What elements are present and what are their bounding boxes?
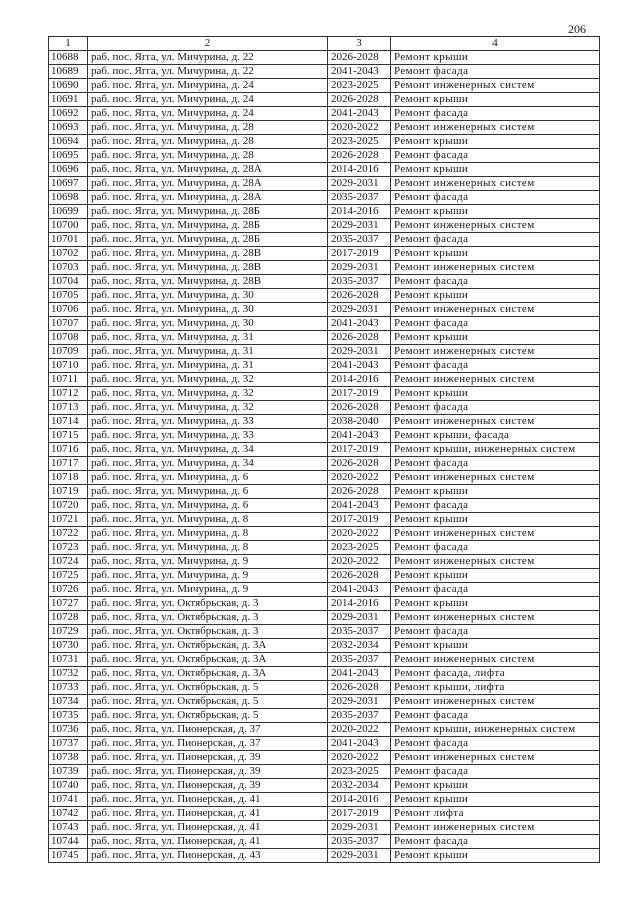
cell-address: раб. пос. Ягга, ул. Пионерская, д. 37 <box>88 723 328 737</box>
table-row <box>49 779 600 793</box>
table-row <box>49 135 600 149</box>
cell-period: 2026-2028 <box>328 331 391 345</box>
cell-row-number: 10721 <box>49 513 88 527</box>
cell-row-number: 10724 <box>49 555 88 569</box>
cell-period: 2020-2022 <box>328 751 391 765</box>
cell-row-number: 10719 <box>49 485 88 499</box>
cell-work-type: Ремонт крыши, лифта <box>391 681 600 695</box>
table-body <box>49 51 600 863</box>
table-row <box>49 415 600 429</box>
cell-address: раб. пос. Ягга, ул. Мичурина, д. 33 <box>88 415 328 429</box>
cell-period: 2023-2025 <box>328 79 391 93</box>
cell-row-number: 10727 <box>49 597 88 611</box>
cell-row-number: 10709 <box>49 345 88 359</box>
cell-period: 2041-2043 <box>328 429 391 443</box>
cell-row-number: 10705 <box>49 289 88 303</box>
cell-work-type: Ремонт фасада <box>391 499 600 513</box>
cell-address: раб. пос. Ягга, ул. Мичурина, д. 24 <box>88 79 328 93</box>
cell-row-number: 10704 <box>49 275 88 289</box>
cell-address: раб. пос. Ягга, ул. Мичурина, д. 30 <box>88 317 328 331</box>
cell-period: 2029-2031 <box>328 219 391 233</box>
table-row <box>49 499 600 513</box>
cell-work-type: Ремонт инженерных систем <box>391 345 600 359</box>
cell-period: 2023-2025 <box>328 765 391 779</box>
table-row <box>49 51 600 65</box>
cell-row-number: 10708 <box>49 331 88 345</box>
cell-work-type: Ремонт крыши <box>391 779 600 793</box>
table-row <box>49 121 600 135</box>
cell-row-number: 10700 <box>49 219 88 233</box>
cell-work-type: Ремонт фасада <box>391 541 600 555</box>
cell-address: раб. пос. Ягга, ул. Пионерская, д. 41 <box>88 835 328 849</box>
cell-row-number: 10690 <box>49 79 88 93</box>
cell-address: раб. пос. Ягга, ул. Мичурина, д. 28Б <box>88 205 328 219</box>
cell-work-type: Ремонт крыши <box>391 163 600 177</box>
cell-address: раб. пос. Ягга, ул. Мичурина, д. 28А <box>88 177 328 191</box>
table-row <box>49 653 600 667</box>
cell-address: раб. пос. Ягга, ул. Пионерская, д. 39 <box>88 751 328 765</box>
cell-period: 2035-2037 <box>328 233 391 247</box>
cell-period: 2014-2016 <box>328 793 391 807</box>
cell-row-number: 10737 <box>49 737 88 751</box>
cell-address: раб. пос. Ягга, ул. Пионерская, д. 41 <box>88 793 328 807</box>
cell-work-type: Ремонт инженерных систем <box>391 177 600 191</box>
cell-address: раб. пос. Ягга, ул. Мичурина, д. 31 <box>88 331 328 345</box>
table-row <box>49 429 600 443</box>
cell-period: 2017-2019 <box>328 247 391 261</box>
table-row <box>49 527 600 541</box>
cell-work-type: Ремонт инженерных систем <box>391 79 600 93</box>
cell-row-number: 10710 <box>49 359 88 373</box>
cell-work-type: Ремонт инженерных систем <box>391 555 600 569</box>
cell-address: раб. пос. Ягга, ул. Октябрьская, д. 3 <box>88 625 328 639</box>
cell-address: раб. пос. Ягга, ул. Октябрьская, д. 3 <box>88 597 328 611</box>
cell-address: раб. пос. Ягга, ул. Октябрьская, д. 3А <box>88 639 328 653</box>
cell-address: раб. пос. Ягга, ул. Октябрьская, д. 5 <box>88 709 328 723</box>
cell-work-type: Ремонт инженерных систем <box>391 695 600 709</box>
cell-period: 2029-2031 <box>328 303 391 317</box>
cell-work-type: Ремонт инженерных систем <box>391 471 600 485</box>
table-row <box>49 219 600 233</box>
cell-work-type: Ремонт фасада <box>391 457 600 471</box>
cell-row-number: 10696 <box>49 163 88 177</box>
cell-period: 2035-2037 <box>328 191 391 205</box>
cell-work-type: Ремонт крыши <box>391 205 600 219</box>
cell-address: раб. пос. Ягга, ул. Пионерская, д. 43 <box>88 849 328 863</box>
table-row <box>49 765 600 779</box>
cell-row-number: 10740 <box>49 779 88 793</box>
cell-address: раб. пос. Ягга, ул. Октябрьская, д. 3А <box>88 667 328 681</box>
cell-row-number: 10692 <box>49 107 88 121</box>
cell-row-number: 10715 <box>49 429 88 443</box>
cell-address: раб. пос. Ягга, ул. Мичурина, д. 9 <box>88 583 328 597</box>
cell-work-type: Ремонт фасада <box>391 149 600 163</box>
column-header-address: 2 <box>88 37 328 51</box>
cell-address: раб. пос. Ягга, ул. Мичурина, д. 32 <box>88 387 328 401</box>
cell-period: 2023-2025 <box>328 135 391 149</box>
cell-row-number: 10726 <box>49 583 88 597</box>
cell-row-number: 10711 <box>49 373 88 387</box>
cell-row-number: 10720 <box>49 499 88 513</box>
cell-period: 2041-2043 <box>328 317 391 331</box>
table-row <box>49 723 600 737</box>
table-row <box>49 247 600 261</box>
cell-address: раб. пос. Ягга, ул. Мичурина, д. 28 <box>88 135 328 149</box>
cell-work-type: Ремонт крыши <box>391 93 600 107</box>
cell-address: раб. пос. Ягга, ул. Октябрьская, д. 5 <box>88 681 328 695</box>
cell-period: 2026-2028 <box>328 149 391 163</box>
table-row <box>49 583 600 597</box>
table-row <box>49 177 600 191</box>
cell-period: 2041-2043 <box>328 583 391 597</box>
cell-work-type: Ремонт крыши <box>391 639 600 653</box>
table-row <box>49 513 600 527</box>
cell-row-number: 10702 <box>49 247 88 261</box>
cell-period: 2041-2043 <box>328 107 391 121</box>
cell-work-type: Ремонт фасада <box>391 583 600 597</box>
cell-work-type: Ремонт крыши <box>391 793 600 807</box>
cell-work-type: Ремонт фасада <box>391 65 600 79</box>
table-row <box>49 555 600 569</box>
table-row <box>49 387 600 401</box>
cell-row-number: 10734 <box>49 695 88 709</box>
cell-period: 2029-2031 <box>328 345 391 359</box>
cell-work-type: Ремонт инженерных систем <box>391 527 600 541</box>
cell-address: раб. пос. Ягга, ул. Мичурина, д. 6 <box>88 471 328 485</box>
cell-row-number: 10744 <box>49 835 88 849</box>
cell-period: 2029-2031 <box>328 821 391 835</box>
cell-row-number: 10733 <box>49 681 88 695</box>
cell-period: 2035-2037 <box>328 835 391 849</box>
cell-row-number: 10707 <box>49 317 88 331</box>
cell-row-number: 10728 <box>49 611 88 625</box>
cell-period: 2020-2022 <box>328 723 391 737</box>
cell-period: 2017-2019 <box>328 387 391 401</box>
cell-row-number: 10701 <box>49 233 88 247</box>
cell-work-type: Ремонт инженерных систем <box>391 261 600 275</box>
cell-row-number: 10698 <box>49 191 88 205</box>
cell-work-type: Ремонт фасада <box>391 233 600 247</box>
cell-address: раб. пос. Ягга, ул. Мичурина, д. 32 <box>88 401 328 415</box>
cell-period: 2041-2043 <box>328 667 391 681</box>
table-header <box>49 37 600 51</box>
cell-period: 2035-2037 <box>328 625 391 639</box>
table-row <box>49 667 600 681</box>
cell-period: 2029-2031 <box>328 261 391 275</box>
cell-period: 2029-2031 <box>328 177 391 191</box>
cell-address: раб. пос. Ягга, ул. Мичурина, д. 8 <box>88 527 328 541</box>
table-row <box>49 709 600 723</box>
column-header-period: 3 <box>328 37 391 51</box>
table-row <box>49 793 600 807</box>
cell-address: раб. пос. Ягга, ул. Мичурина, д. 9 <box>88 569 328 583</box>
cell-address: раб. пос. Ягга, ул. Мичурина, д. 34 <box>88 457 328 471</box>
cell-work-type: Ремонт фасада <box>391 107 600 121</box>
column-header-work-type: 4 <box>391 37 600 51</box>
cell-row-number: 10703 <box>49 261 88 275</box>
repair-schedule-table <box>48 36 600 863</box>
cell-period: 2026-2028 <box>328 93 391 107</box>
table-row <box>49 849 600 863</box>
cell-period: 2032-2034 <box>328 639 391 653</box>
cell-address: раб. пос. Ягга, ул. Мичурина, д. 28А <box>88 163 328 177</box>
cell-work-type: Ремонт инженерных систем <box>391 415 600 429</box>
cell-period: 2041-2043 <box>328 65 391 79</box>
cell-work-type: Ремонт крыши, инженерных систем <box>391 443 600 457</box>
table-row <box>49 611 600 625</box>
table-row <box>49 485 600 499</box>
cell-row-number: 10689 <box>49 65 88 79</box>
cell-row-number: 10718 <box>49 471 88 485</box>
cell-row-number: 10716 <box>49 443 88 457</box>
cell-period: 2038-2040 <box>328 415 391 429</box>
cell-address: раб. пос. Ягга, ул. Пионерская, д. 41 <box>88 807 328 821</box>
cell-period: 2041-2043 <box>328 737 391 751</box>
cell-work-type: Ремонт инженерных систем <box>391 121 600 135</box>
cell-row-number: 10745 <box>49 849 88 863</box>
cell-work-type: Ремонт крыши <box>391 513 600 527</box>
table-row <box>49 807 600 821</box>
cell-address: раб. пос. Ягга, ул. Мичурина, д. 28 <box>88 149 328 163</box>
table-row <box>49 457 600 471</box>
cell-period: 2014-2016 <box>328 163 391 177</box>
cell-work-type: Ремонт инженерных систем <box>391 373 600 387</box>
cell-period: 2026-2028 <box>328 289 391 303</box>
cell-address: раб. пос. Ягга, ул. Мичурина, д. 28Б <box>88 219 328 233</box>
cell-work-type: Ремонт инженерных систем <box>391 653 600 667</box>
cell-address: раб. пос. Ягга, ул. Мичурина, д. 28В <box>88 247 328 261</box>
table-row <box>49 541 600 555</box>
table-row <box>49 443 600 457</box>
cell-work-type: Ремонт крыши <box>391 51 600 65</box>
cell-address: раб. пос. Ягга, ул. Мичурина, д. 6 <box>88 499 328 513</box>
cell-row-number: 10697 <box>49 177 88 191</box>
cell-address: раб. пос. Ягга, ул. Мичурина, д. 9 <box>88 555 328 569</box>
cell-work-type: Ремонт крыши, инженерных систем <box>391 723 600 737</box>
table-row <box>49 289 600 303</box>
cell-work-type: Ремонт фасада, лифта <box>391 667 600 681</box>
table-row <box>49 275 600 289</box>
cell-address: раб. пос. Ягга, ул. Мичурина, д. 33 <box>88 429 328 443</box>
cell-period: 2017-2019 <box>328 513 391 527</box>
cell-period: 2026-2028 <box>328 401 391 415</box>
cell-row-number: 10738 <box>49 751 88 765</box>
cell-period: 2014-2016 <box>328 597 391 611</box>
cell-period: 2035-2037 <box>328 275 391 289</box>
cell-address: раб. пос. Ягга, ул. Пионерская, д. 41 <box>88 821 328 835</box>
table-row <box>49 107 600 121</box>
cell-work-type: Ремонт крыши, фасада <box>391 429 600 443</box>
cell-row-number: 10723 <box>49 541 88 555</box>
table-row <box>49 93 600 107</box>
cell-address: раб. пос. Ягга, ул. Октябрьская, д. 5 <box>88 695 328 709</box>
cell-period: 2029-2031 <box>328 611 391 625</box>
cell-period: 2020-2022 <box>328 555 391 569</box>
cell-row-number: 10731 <box>49 653 88 667</box>
cell-address: раб. пос. Ягга, ул. Мичурина, д. 32 <box>88 373 328 387</box>
cell-row-number: 10743 <box>49 821 88 835</box>
cell-period: 2020-2022 <box>328 121 391 135</box>
cell-address: раб. пос. Ягга, ул. Мичурина, д. 34 <box>88 443 328 457</box>
cell-period: 2035-2037 <box>328 709 391 723</box>
cell-work-type: Ремонт крыши <box>391 485 600 499</box>
table-row <box>49 303 600 317</box>
table-row <box>49 569 600 583</box>
cell-address: раб. пос. Ягга, ул. Пионерская, д. 39 <box>88 779 328 793</box>
table-row <box>49 317 600 331</box>
cell-address: раб. пос. Ягга, ул. Мичурина, д. 24 <box>88 93 328 107</box>
cell-row-number: 10729 <box>49 625 88 639</box>
cell-work-type: Ремонт лифта <box>391 807 600 821</box>
cell-work-type: Ремонт фасада <box>391 191 600 205</box>
header-row <box>49 37 600 51</box>
cell-row-number: 10688 <box>49 51 88 65</box>
table-row <box>49 471 600 485</box>
cell-row-number: 10722 <box>49 527 88 541</box>
cell-work-type: Ремонт фасада <box>391 765 600 779</box>
cell-period: 2041-2043 <box>328 499 391 513</box>
cell-period: 2029-2031 <box>328 849 391 863</box>
cell-address: раб. пос. Ягга, ул. Мичурина, д. 31 <box>88 359 328 373</box>
table-row <box>49 597 600 611</box>
table-row <box>49 233 600 247</box>
cell-work-type: Ремонт фасада <box>391 835 600 849</box>
cell-period: 2023-2025 <box>328 541 391 555</box>
table-row <box>49 401 600 415</box>
table-row <box>49 695 600 709</box>
cell-work-type: Ремонт фасада <box>391 317 600 331</box>
cell-address: раб. пос. Ягга, ул. Мичурина, д. 30 <box>88 303 328 317</box>
cell-work-type: Ремонт фасада <box>391 737 600 751</box>
cell-address: раб. пос. Ягга, ул. Мичурина, д. 28Б <box>88 233 328 247</box>
cell-row-number: 10695 <box>49 149 88 163</box>
cell-row-number: 10693 <box>49 121 88 135</box>
table-row <box>49 331 600 345</box>
cell-work-type: Ремонт фасада <box>391 709 600 723</box>
cell-row-number: 10732 <box>49 667 88 681</box>
cell-period: 2020-2022 <box>328 471 391 485</box>
cell-address: раб. пос. Ягга, ул. Пионерская, д. 37 <box>88 737 328 751</box>
cell-work-type: Ремонт инженерных систем <box>391 611 600 625</box>
cell-row-number: 10712 <box>49 387 88 401</box>
cell-period: 2026-2028 <box>328 681 391 695</box>
cell-address: раб. пос. Ягга, ул. Мичурина, д. 24 <box>88 107 328 121</box>
cell-work-type: Ремонт крыши <box>391 597 600 611</box>
table-row <box>49 835 600 849</box>
cell-row-number: 10717 <box>49 457 88 471</box>
cell-row-number: 10725 <box>49 569 88 583</box>
cell-address: раб. пос. Ягга, ул. Октябрьская, д. 3А <box>88 653 328 667</box>
cell-work-type: Ремонт крыши <box>391 135 600 149</box>
cell-row-number: 10735 <box>49 709 88 723</box>
cell-row-number: 10714 <box>49 415 88 429</box>
cell-row-number: 10739 <box>49 765 88 779</box>
cell-address: раб. пос. Ягга, ул. Мичурина, д. 8 <box>88 541 328 555</box>
cell-work-type: Ремонт инженерных систем <box>391 303 600 317</box>
table-row <box>49 79 600 93</box>
table-row <box>49 163 600 177</box>
cell-period: 2026-2028 <box>328 457 391 471</box>
cell-address: раб. пос. Ягга, ул. Мичурина, д. 28В <box>88 261 328 275</box>
cell-address: раб. пос. Ягга, ул. Мичурина, д. 22 <box>88 65 328 79</box>
cell-address: раб. пос. Ягга, ул. Мичурина, д. 28 <box>88 121 328 135</box>
cell-address: раб. пос. Ягга, ул. Октябрьская, д. 3 <box>88 611 328 625</box>
cell-row-number: 10742 <box>49 807 88 821</box>
cell-period: 2035-2037 <box>328 653 391 667</box>
cell-work-type: Ремонт фасада <box>391 401 600 415</box>
cell-work-type: Ремонт инженерных систем <box>391 751 600 765</box>
cell-row-number: 10691 <box>49 93 88 107</box>
cell-address: раб. пос. Ягга, ул. Пионерская, д. 39 <box>88 765 328 779</box>
cell-period: 2029-2031 <box>328 695 391 709</box>
cell-work-type: Ремонт фасада <box>391 359 600 373</box>
table-row <box>49 261 600 275</box>
table-row <box>49 205 600 219</box>
cell-work-type: Ремонт крыши <box>391 569 600 583</box>
cell-period: 2026-2028 <box>328 485 391 499</box>
table-row <box>49 359 600 373</box>
cell-period: 2026-2028 <box>328 569 391 583</box>
column-header-number: 1 <box>49 37 88 51</box>
cell-period: 2014-2016 <box>328 205 391 219</box>
cell-address: раб. пос. Ягга, ул. Мичурина, д. 28А <box>88 191 328 205</box>
cell-period: 2026-2028 <box>328 51 391 65</box>
cell-period: 2032-2034 <box>328 779 391 793</box>
cell-work-type: Ремонт крыши <box>391 331 600 345</box>
page-number: 206 <box>568 22 586 36</box>
cell-row-number: 10736 <box>49 723 88 737</box>
table-row <box>49 681 600 695</box>
cell-row-number: 10694 <box>49 135 88 149</box>
cell-work-type: Ремонт фасада <box>391 275 600 289</box>
cell-period: 2014-2016 <box>328 373 391 387</box>
cell-address: раб. пос. Ягга, ул. Мичурина, д. 30 <box>88 289 328 303</box>
cell-row-number: 10699 <box>49 205 88 219</box>
table-row <box>49 821 600 835</box>
table-row <box>49 65 600 79</box>
cell-work-type: Ремонт инженерных систем <box>391 219 600 233</box>
cell-address: раб. пос. Ягга, ул. Мичурина, д. 6 <box>88 485 328 499</box>
cell-address: раб. пос. Ягга, ул. Мичурина, д. 22 <box>88 51 328 65</box>
cell-period: 2017-2019 <box>328 443 391 457</box>
table-row <box>49 751 600 765</box>
table-row <box>49 625 600 639</box>
table-row <box>49 737 600 751</box>
cell-row-number: 10730 <box>49 639 88 653</box>
table-row <box>49 639 600 653</box>
cell-row-number: 10713 <box>49 401 88 415</box>
cell-work-type: Ремонт крыши <box>391 247 600 261</box>
table-row <box>49 373 600 387</box>
cell-address: раб. пос. Ягга, ул. Мичурина, д. 28В <box>88 275 328 289</box>
cell-row-number: 10741 <box>49 793 88 807</box>
cell-work-type: Ремонт крыши <box>391 289 600 303</box>
table-row <box>49 345 600 359</box>
cell-address: раб. пос. Ягга, ул. Мичурина, д. 31 <box>88 345 328 359</box>
cell-row-number: 10706 <box>49 303 88 317</box>
cell-period: 2041-2043 <box>328 359 391 373</box>
cell-period: 2017-2019 <box>328 807 391 821</box>
cell-work-type: Ремонт крыши <box>391 387 600 401</box>
cell-period: 2020-2022 <box>328 527 391 541</box>
table-row <box>49 149 600 163</box>
table-row <box>49 191 600 205</box>
cell-work-type: Ремонт крыши <box>391 849 600 863</box>
cell-work-type: Ремонт фасада <box>391 625 600 639</box>
cell-address: раб. пос. Ягга, ул. Мичурина, д. 8 <box>88 513 328 527</box>
cell-work-type: Ремонт инженерных систем <box>391 821 600 835</box>
